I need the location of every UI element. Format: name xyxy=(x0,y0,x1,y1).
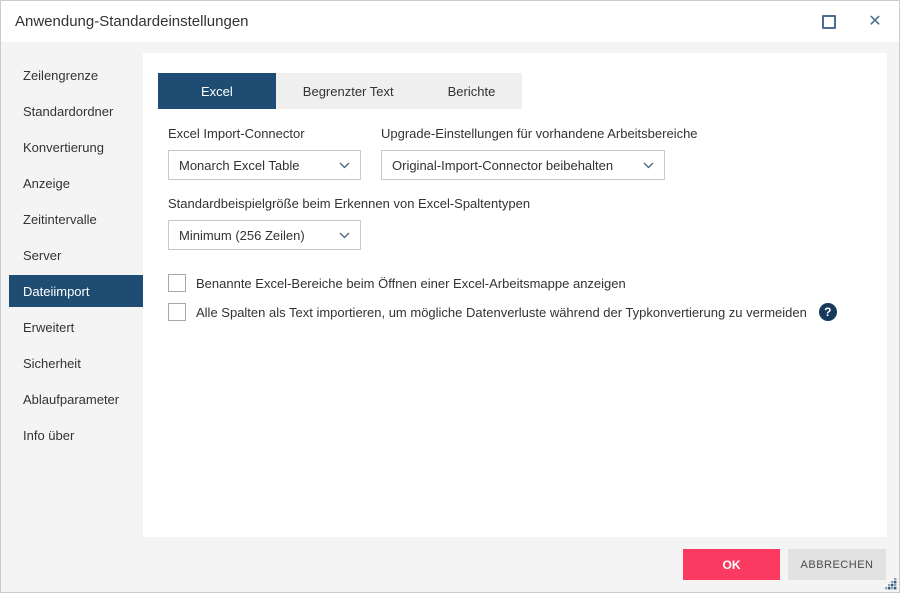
window-title: Anwendung-Standardeinstellungen xyxy=(15,13,249,30)
sidebar-item-zeilengrenze[interactable]: Zeilengrenze xyxy=(23,67,99,83)
named-ranges-row xyxy=(168,274,887,292)
maximize-button[interactable] xyxy=(821,14,837,30)
sidebar-item-server[interactable]: Server xyxy=(23,247,62,263)
tab-bar xyxy=(158,73,887,109)
chevron-down-icon xyxy=(643,162,654,169)
window-controls xyxy=(821,14,883,30)
tab-begrenzter-text[interactable]: Begrenzter Text xyxy=(276,73,421,109)
checkbox-import-as-text[interactable] xyxy=(168,303,186,321)
field-sample-size xyxy=(168,196,887,250)
checkbox-named-ranges-label: Benannte Excel-Bereiche beim Öffnen einer Excel-Arbeitsmappe anzeigen xyxy=(196,275,626,291)
sidebar-item-erweitert[interactable]: Erweitert xyxy=(23,319,75,335)
title-bar xyxy=(1,1,899,42)
import-as-text-row xyxy=(168,303,887,321)
sidebar-item-zeitintervalle[interactable]: Zeitintervalle xyxy=(23,211,97,227)
dialog-footer xyxy=(1,537,899,592)
sidebar-item-sicherheit[interactable]: Sicherheit xyxy=(23,355,81,371)
close-icon: ✕ xyxy=(868,12,882,30)
tab-excel[interactable]: Excel xyxy=(158,73,276,109)
upgrade-settings-label: Upgrade-Einstellungen für vorhandene Arbeitsbereiche xyxy=(381,126,698,141)
tab-berichte[interactable]: Berichte xyxy=(421,73,523,109)
excel-import-connector-value: Monarch Excel Table xyxy=(179,157,300,173)
sidebar-item-standardordner[interactable]: Standardordner xyxy=(23,103,114,119)
upgrade-settings-select[interactable] xyxy=(381,150,665,180)
sidebar-item-info-ueber[interactable]: Info über xyxy=(23,427,75,443)
sample-size-value: Minimum (256 Zeilen) xyxy=(179,227,305,243)
sidebar-item-anzeige[interactable]: Anzeige xyxy=(23,175,70,191)
checkbox-named-ranges[interactable] xyxy=(168,274,186,292)
ok-button[interactable]: OK xyxy=(683,549,780,580)
excel-settings-form xyxy=(143,126,887,321)
close-button[interactable] xyxy=(867,14,883,30)
field-upgrade-settings xyxy=(381,126,698,180)
upgrade-settings-value: Original-Import-Connector beibehalten xyxy=(392,157,614,173)
sample-size-select[interactable] xyxy=(168,220,361,250)
excel-import-connector-select[interactable] xyxy=(168,150,361,180)
chevron-down-icon xyxy=(339,162,350,169)
checkbox-group xyxy=(168,274,887,321)
sidebar-item-ablaufparameter[interactable]: Ablaufparameter xyxy=(23,391,120,407)
content-panel xyxy=(143,53,887,537)
excel-import-connector-label: Excel Import-Connector xyxy=(168,126,305,141)
sidebar-item-dateiimport[interactable]: Dateiimport xyxy=(9,275,143,307)
sidebar-item-konvertierung[interactable]: Konvertierung xyxy=(23,139,104,155)
cancel-button[interactable]: ABBRECHEN xyxy=(788,549,886,580)
help-icon[interactable]: ? xyxy=(819,303,837,321)
sample-size-label: Standardbeispielgröße beim Erkennen von Excel-Spaltentypen xyxy=(168,196,531,211)
checkbox-import-as-text-label: Alle Spalten als Text importieren, um mögliche Datenverluste während der Typkonvertierung zu vermeiden xyxy=(196,304,807,320)
chevron-down-icon xyxy=(339,232,350,239)
field-excel-import-connector xyxy=(168,126,361,180)
settings-sidebar xyxy=(1,42,143,537)
maximize-icon xyxy=(822,15,836,29)
resize-grip-icon[interactable] xyxy=(884,577,897,590)
